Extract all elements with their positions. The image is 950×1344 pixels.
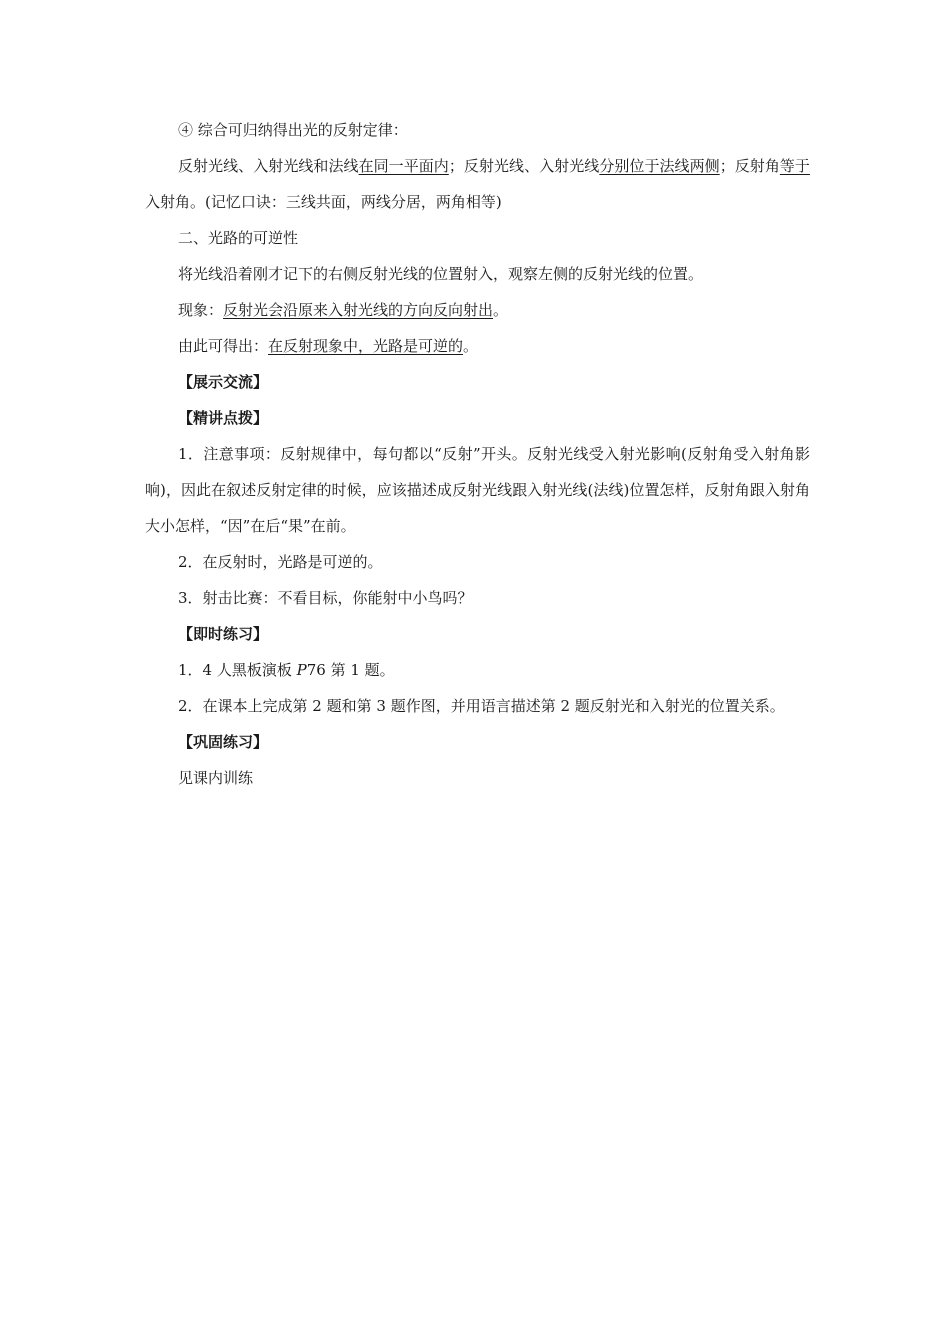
explain-item-2: 2．在反射时，光路是可逆的。 xyxy=(178,553,383,571)
conclusion-label: 由此可得出： xyxy=(178,337,269,355)
section-2-text: 将光线沿着刚才记下的右侧反射光线的位置射入，观察左侧的反射光线的位置。 xyxy=(178,265,704,283)
heading-practice: 【即时练习】 xyxy=(178,625,269,643)
heading-explain: 【精讲点拨】 xyxy=(178,409,269,427)
law-answer-equal: 等于 xyxy=(779,157,810,175)
practice-item-1 xyxy=(145,652,810,688)
law-text-3: ；反射角 xyxy=(719,157,780,175)
conclusion-line xyxy=(145,328,810,364)
law-answer-same-plane: 在同一平面内 xyxy=(358,157,449,175)
practice-1-text-b: 76 第 1 题。 xyxy=(306,661,395,679)
law-text-1: 反射光线、入射光线和法线 xyxy=(178,157,359,175)
heading-show-exchange: 【展示交流】 xyxy=(178,373,269,391)
consolidate-text: 见课内训练 xyxy=(178,769,254,787)
explain-item-1: 1．注意事项：反射规律中，每句都以“反射”开头。反射光线受入射光影响(反射角受入射角影响)，因此在叙述反射定律的时候，应该描述成反射光线跟入射光线(法线)位置怎样，反射角跟入射角大小怎样，“因”在后“果”在前。 xyxy=(145,445,810,535)
reflection-law-intro: ④ 综合可归纳得出光的反射定律： xyxy=(178,121,408,139)
document-body xyxy=(145,112,810,796)
law-answer-both-sides: 分别位于法线两侧 xyxy=(599,157,720,175)
law-text-4: 入射角。(记忆口诀：三线共面，两线分居，两角相等) xyxy=(145,193,502,211)
conclusion-answer: 在反射现象中，光路是可逆的 xyxy=(268,337,464,355)
phenomenon-line xyxy=(145,292,810,328)
law-text-2: ；反射光线、入射光线 xyxy=(448,157,600,175)
phenomenon-end: 。 xyxy=(493,301,509,319)
practice-1-text-a: 1．4 人黑板演板 xyxy=(178,661,297,679)
phenomenon-answer: 反射光会沿原来入射光线的方向反向射出 xyxy=(223,301,494,319)
practice-item-2: 2．在课本上完成第 2 题和第 3 题作图，并用语言描述第 2 题反射光和入射光的位置关系。 xyxy=(178,697,785,715)
reflection-law-statement xyxy=(145,148,810,220)
section-2-title: 二、光路的可逆性 xyxy=(178,229,299,247)
heading-consolidate: 【巩固练习】 xyxy=(178,733,269,751)
practice-1-page-prefix: P xyxy=(296,661,307,679)
explain-item-3: 3．射击比赛：不看目标，你能射中小鸟吗？ xyxy=(178,589,473,607)
conclusion-end: 。 xyxy=(463,337,479,355)
phenomenon-label: 现象： xyxy=(178,301,224,319)
